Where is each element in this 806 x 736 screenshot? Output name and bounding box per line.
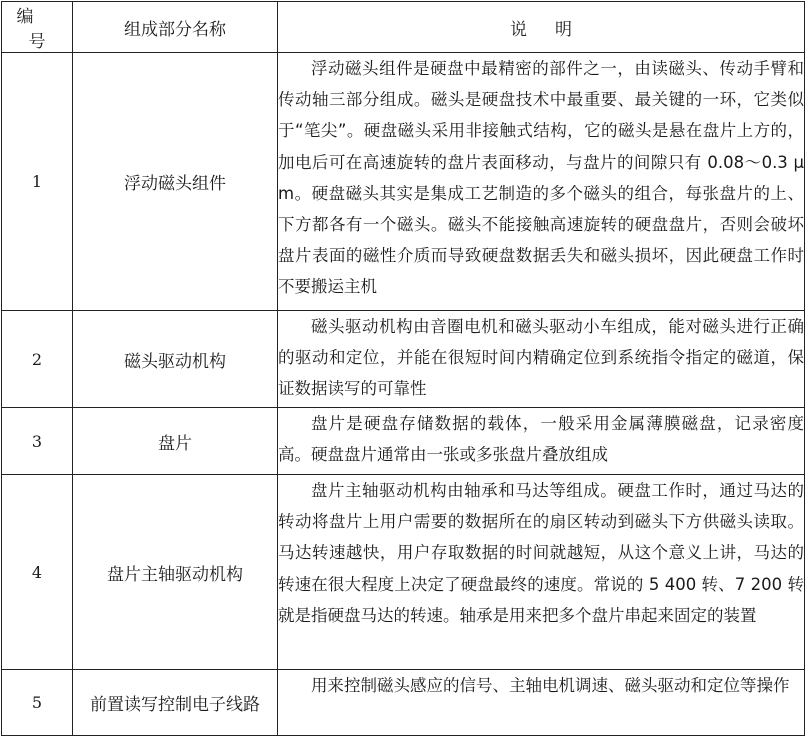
component-description: 磁头驱动机构由音圈电机和磁头驱动小车组成，能对磁头进行正确的驱动和定位，并能在很短时间内精确定位到系统指令指定的磁道，保证数据读写的可靠性	[278, 311, 805, 408]
row-number: 5	[2, 670, 73, 736]
table-row	[2, 475, 805, 670]
component-name: 盘片主轴驱动机构	[73, 475, 278, 670]
row-number: 2	[2, 311, 73, 408]
header-row	[2, 2, 805, 53]
row-number: 3	[2, 408, 73, 475]
column-header-number: 编号	[2, 2, 73, 53]
component-description: 盘片主轴驱动机构由轴承和马达等组成。硬盘工作时，通过马达的转动将盘片上用户需要的数据所在的扇区转动到磁头下方供磁头读取。马达转速越快，用户存取数据的时间就越短，从这个意义上讲，马达的转速在很大程度上决定了硬盘最终的速度。常说的 5 400 转、7 200 转就是指硬盘马达的转速。轴承是用来把多个盘片串起来固定的装置	[278, 475, 805, 670]
row-number: 4	[2, 475, 73, 670]
component-description: 用来控制磁头感应的信号、主轴电机调速、磁头驱动和定位等操作	[278, 670, 805, 736]
table-row	[2, 53, 805, 311]
component-name: 磁头驱动机构	[73, 311, 278, 408]
table-row	[2, 408, 805, 475]
column-header-component: 组成部分名称	[73, 2, 278, 53]
table-row	[2, 311, 805, 408]
table-row	[2, 670, 805, 736]
component-name: 盘片	[73, 408, 278, 475]
component-description: 盘片是硬盘存储数据的载体，一般采用金属薄膜磁盘，记录密度高。硬盘盘片通常由一张或多张盘片叠放组成	[278, 408, 805, 475]
component-name: 前置读写控制电子线路	[73, 670, 278, 736]
component-description: 浮动磁头组件是硬盘中最精密的部件之一，由读磁头、传动手臂和传动轴三部分组成。磁头是硬盘技术中最重要、最关键的一环，它类似于“笔尖”。硬盘磁头采用非接触式结构，它的磁头是悬在盘片上方的，加电后可在高速旋转的盘片表面移动，与盘片的间隙只有 0.08～0.3 μm。硬盘磁头其实是集成工艺制造的多个磁头的组合，每张盘片的上、下方都各有一个磁头。磁头不能接触高速旋转的硬盘盘片，否则会破坏盘片表面的磁性介质而导致硬盘数据丢失和磁头损坏，因此硬盘工作时不要搬运主机	[278, 53, 805, 311]
hard-disk-components-table	[1, 1, 805, 736]
component-name: 浮动磁头组件	[73, 53, 278, 311]
row-number: 1	[2, 53, 73, 311]
column-header-description: 说明	[278, 2, 805, 53]
